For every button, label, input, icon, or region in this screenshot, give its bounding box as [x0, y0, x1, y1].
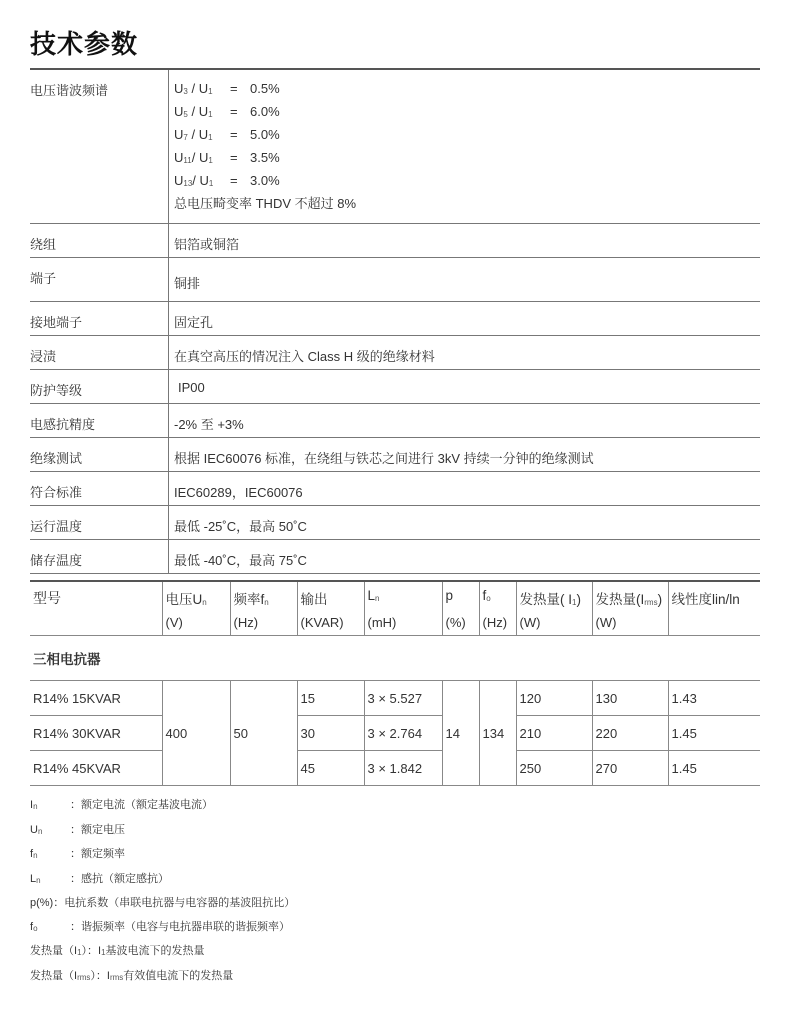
fo-cell: 134 — [479, 681, 516, 786]
voltage-cell: 400 — [162, 681, 230, 786]
header-heat2: 发热量$(I_{rms})$ — [592, 582, 668, 615]
header-frequency: 频率$f_n$ — [230, 582, 297, 615]
header-p: p — [442, 582, 479, 615]
harmonic-line: $U_{13}/$ $U_1 = 3.0\%$ — [174, 173, 280, 188]
spec-value: -2% 至 +3% — [169, 404, 761, 438]
spec-value: 最低 -40˚C，最高 75˚C — [169, 540, 761, 574]
spec-label: 储存温度 — [30, 540, 169, 574]
spec-value: 根据 IEC60076 标准，在绕组与铁芯之间进行 3kV 持续一分钟的绝缘测试 — [169, 438, 761, 472]
harmonic-line: $U_{11}/$ $U_1 = 3.5\%$ — [174, 150, 280, 165]
spec-row — [30, 438, 760, 472]
models-unit-row: (V) (Hz) (KVAR) (mH) (%) (Hz) (W) (W) — [30, 615, 760, 636]
spec-label: 端子 — [30, 258, 169, 302]
specs-table — [30, 70, 760, 574]
spec-label: 绝缘测试 — [30, 438, 169, 472]
table-row: R14% 15KVAR 400 50 15 3 × 5.527 14 134 120 130 1.43 — [30, 681, 760, 716]
footnote: 发热量$(I_{rms})$：$I_{rms}$有效值电流下的发热量 — [30, 969, 234, 982]
spec-label: 浸渍 — [30, 336, 169, 370]
harmonic-line: $U_3 / U_1 = 0.5\%$ — [174, 81, 280, 96]
footnote: 发热量$(I_1)$：$I_1$基波电流下的发热量 — [30, 945, 205, 957]
spec-label: 符合标准 — [30, 472, 169, 506]
page-title: 技术参数 — [30, 29, 139, 59]
spec-label: 运行温度 — [30, 506, 169, 540]
p-cell: 14 — [442, 681, 479, 786]
frequency-cell: 50 — [230, 681, 297, 786]
spec-row — [30, 540, 760, 574]
footnote: p(%)：电抗系数（串联电抗器与电容器的基波阻抗比） — [30, 897, 296, 909]
spec-value: 最低 -25˚C，最高 50˚C — [169, 506, 761, 540]
spec-value: 铜排 — [169, 258, 761, 302]
spec-row — [30, 224, 760, 258]
spec-label: 电感抗精度 — [30, 404, 169, 438]
spec-row — [30, 370, 760, 404]
spec-value: IP00 — [169, 370, 761, 404]
header-linearity: 线性度lin/ln — [668, 582, 760, 615]
spec-row — [30, 506, 760, 540]
spec-value: IEC60289，IEC60076 — [169, 472, 761, 506]
footnotes — [30, 794, 295, 989]
models-section-row — [30, 636, 760, 681]
spec-row — [30, 302, 760, 336]
harmonic-line: $U_7 / U_1 = 5.0\%$ — [174, 127, 280, 142]
spec-value: 铝箔或铜箔 — [169, 224, 761, 258]
spec-value: 固定孔 — [169, 302, 761, 336]
spec-value: 在真空高压的情况注入 Class H 级的绝缘材料 — [169, 336, 761, 370]
spec-row — [30, 472, 760, 506]
header-heat1: 发热量( $I_1$) — [516, 582, 592, 615]
thdv-text: 总电压畸变率 THDV 不超过 8% — [174, 196, 357, 211]
models-table — [30, 582, 760, 786]
spec-row — [30, 336, 760, 370]
footnote: $L_n$ ：感抗（额定感抗） — [30, 872, 169, 885]
footnote: $U_n$ ：额定电压 — [30, 823, 125, 836]
spec-row-harmonics — [30, 70, 760, 224]
harmonic-line: $U_5 / U_1 = 6.0\%$ — [174, 104, 280, 119]
table-row: R14% 30KVAR 30 3 × 2.764 210 220 1.45 — [30, 716, 760, 751]
header-voltage: 电压$U_n$ — [162, 582, 230, 615]
header-model: 型号 — [33, 590, 61, 606]
spec-row — [30, 258, 760, 302]
footnote: $I_n$ ：额定电流（额定基波电流） — [30, 799, 213, 811]
footnote: $f_n$ ：额定频率 — [30, 848, 125, 860]
spec-label: 电压谐波频谱 — [30, 70, 169, 224]
spec-label: 接地端子 — [30, 302, 169, 336]
spec-row — [30, 404, 760, 438]
footnote: $f_o$ ：谐振频率（电容与电抗器串联的谐振频率） — [30, 920, 290, 933]
header-fo: $f_o$ — [479, 582, 516, 615]
table-row: R14% 45KVAR 45 3 × 1.842 250 270 1.45 — [30, 751, 760, 786]
section-title: 三相电抗器 — [30, 636, 760, 681]
harmonics-list — [174, 79, 760, 223]
header-inductance: $L_n$ — [364, 582, 442, 615]
models-header-row — [30, 582, 760, 615]
header-output: 输出 — [297, 582, 364, 615]
spec-label: 防护等级 — [30, 370, 169, 404]
spec-label: 绕组 — [30, 224, 169, 258]
